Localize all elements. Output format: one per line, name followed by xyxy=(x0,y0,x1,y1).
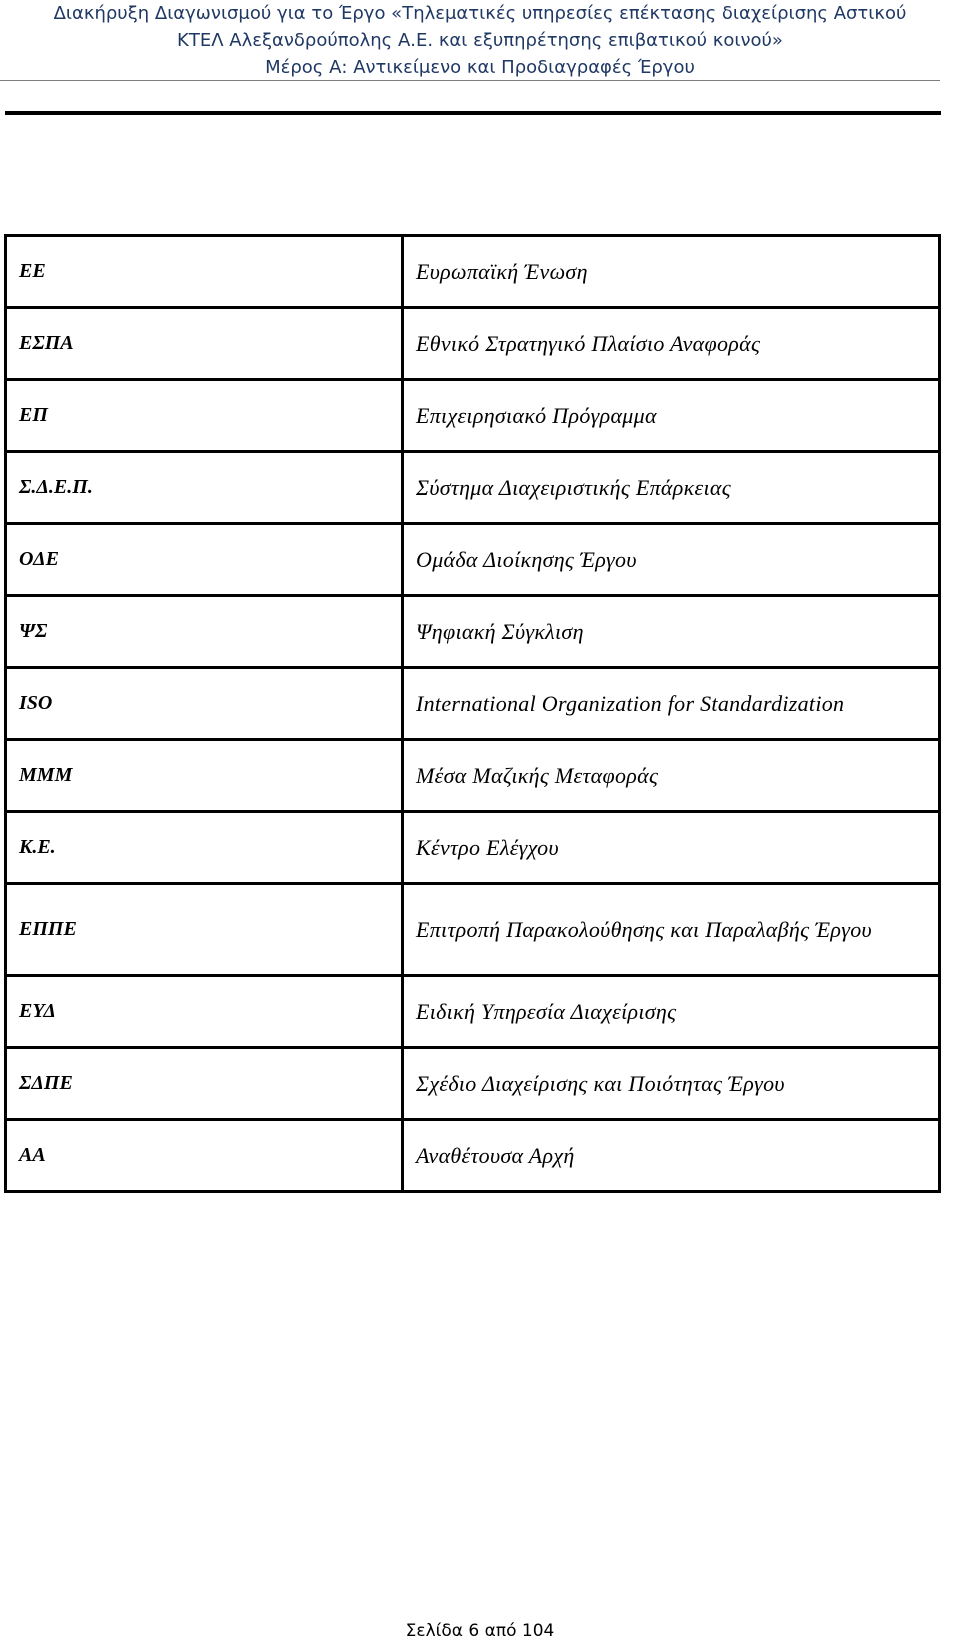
abbreviation-code: ISO xyxy=(6,668,403,740)
table-row xyxy=(6,812,940,884)
table-row xyxy=(6,884,940,976)
page-number: Σελίδα 6 από 104 xyxy=(405,1621,555,1641)
abbreviation-code: Σ.Δ.Ε.Π. xyxy=(6,452,403,524)
abbreviation-description-cell xyxy=(403,884,940,976)
abbreviation-code: ΕΣΠΑ xyxy=(6,308,403,380)
abbreviation-description: Εθνικό Στρατηγικό Πλαίσιο Αναφοράς xyxy=(403,308,940,380)
abbreviation-description: Μέσα Μαζικής Μεταφοράς xyxy=(403,740,940,812)
abbreviation-code: Κ.Ε. xyxy=(6,812,403,884)
header-title-line-1: Διακήρυξη Διαγωνισμού για το Έργο «Τηλεματικές υπηρεσίες επέκτασης διαχείρισης Αστικού xyxy=(53,3,907,24)
abbreviation-code: ΕΕ xyxy=(6,236,403,308)
table-row xyxy=(6,308,940,380)
abbreviation-description: Σχέδιο Διαχείρισης και Ποιότητας Έργου xyxy=(403,1048,940,1120)
abbreviation-description: Σύστημα Διαχειριστικής Επάρκειας xyxy=(403,452,940,524)
table-row xyxy=(6,596,940,668)
abbreviation-code: ΑΑ xyxy=(6,1120,403,1192)
abbreviations-table xyxy=(4,234,941,1193)
abbreviation-description: Επιχειρησιακό Πρόγραμμα xyxy=(403,380,940,452)
abbreviation-description: International Organization for Standardization xyxy=(403,668,940,740)
abbreviation-code: ΣΔΠΕ xyxy=(6,1048,403,1120)
table-row xyxy=(6,1048,940,1120)
header-subtitle: Μέρος Α: Αντικείμενο και Προδιαγραφές Έργου xyxy=(265,57,695,78)
abbreviation-description: Επιτροπή Παρακολούθησης και Παραλαβής Έργου xyxy=(416,916,872,942)
abbreviation-code: ΕΥΔ xyxy=(6,976,403,1048)
abbreviation-description: Ομάδα Διοίκησης Έργου xyxy=(403,524,940,596)
abbreviation-description: Ψηφιακή Σύγκλιση xyxy=(403,596,940,668)
table-row xyxy=(6,668,940,740)
abbreviation-description: Ευρωπαϊκή Ένωση xyxy=(403,236,940,308)
section-divider xyxy=(5,111,941,115)
abbreviation-code: ΕΠ xyxy=(6,380,403,452)
header-divider xyxy=(0,80,940,81)
abbreviation-description: Κέντρο Ελέγχου xyxy=(403,812,940,884)
abbreviation-description: Ειδική Υπηρεσία Διαχείρισης xyxy=(403,976,940,1048)
table-row xyxy=(6,1120,940,1192)
table-row xyxy=(6,452,940,524)
abbreviation-code: ΕΠΠΕ xyxy=(6,884,403,976)
abbreviation-code: ΟΔΕ xyxy=(6,524,403,596)
table-row xyxy=(6,236,940,308)
table-row xyxy=(6,976,940,1048)
table-row xyxy=(6,740,940,812)
abbreviation-description: Αναθέτουσα Αρχή xyxy=(403,1120,940,1192)
table-row xyxy=(6,524,940,596)
table-row xyxy=(6,380,940,452)
abbreviation-code: ΨΣ xyxy=(6,596,403,668)
header-title-line-2: ΚΤΕΛ Αλεξανδρούπολης Α.Ε. και εξυπηρέτησης επιβατικού κοινού» xyxy=(177,30,783,51)
abbreviation-code: ΜΜΜ xyxy=(6,740,403,812)
page-header xyxy=(0,0,960,81)
